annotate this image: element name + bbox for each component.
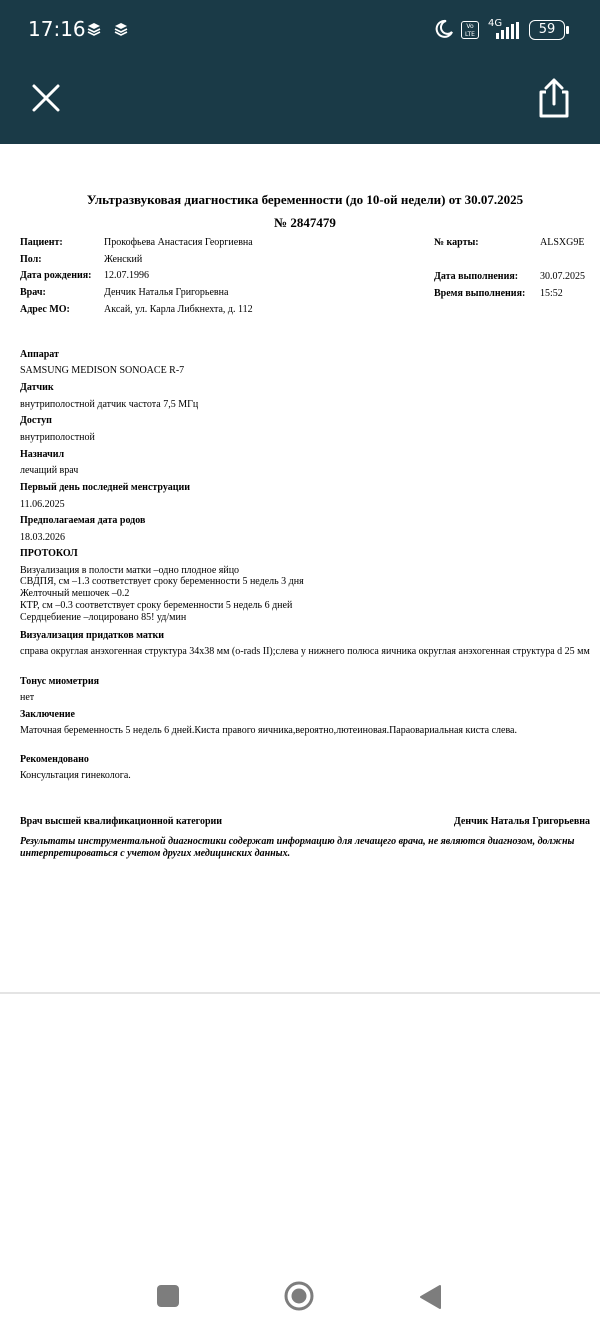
section-text: 11.06.2025 [20,499,65,510]
share-icon[interactable] [533,76,575,120]
signature-name: Денчик Наталья Григорьевна [453,816,590,827]
appendages-text: справа округлая анэхогенная структура 34х38 мм (o-rads II);слева у нижнего полюса яичника округлая анэхогенная структура d 25 мм [20,646,590,657]
signature-position: Врач высшей квалификационной категории [20,816,223,827]
card-value: ALSXG9E [540,237,585,248]
section-text: внутриполостной [20,432,95,443]
app-header [0,0,600,144]
do-not-disturb-moon-icon [434,19,454,39]
protocol-heading: ПРОТОКОЛ [20,548,78,559]
dob-label: Дата рождения: [20,270,92,281]
layers-icon [114,22,128,36]
recent-apps-button[interactable] [157,1285,179,1307]
section-heading: Доступ [20,415,52,426]
battery-terminal [566,26,569,34]
signal-strength-icon [486,22,522,40]
section-text: внутриполостной датчик частота 7,5 МГц [20,399,199,410]
tonus-heading: Тонус миометрия [20,676,100,687]
section-heading: Первый день последней менструации [20,482,190,493]
patient-label: Пациент: [20,237,63,248]
document-title: Ультразвуковая диагностика беременности (до 10-ой недели) от 30.07.2025 [86,192,524,207]
protocol-line: Сердцебиение –лоцировано 85! уд/мин [20,612,187,623]
appendages-heading: Визуализация придатков матки [20,630,165,641]
disclaimer: Результаты инструментальной диагностики содержат информацию для лечащего врача, не являются диагнозом, должны интерпретироваться с учетом других медицинских данных. [20,836,575,859]
network-type: 4G [488,18,503,29]
sex-label: Пол: [20,254,42,265]
sex-value: Женский [104,254,143,265]
patient-value: Прокофьева Анастасия Георгиевна [104,237,253,248]
recommended-text: Консультация гинеколога. [20,770,131,781]
back-button[interactable] [418,1284,442,1310]
section-heading: Аппарат [20,349,59,360]
section-text: лечащий врач [20,465,79,476]
section-heading: Назначил [20,449,65,460]
recommended-heading: Рекомендовано [20,754,89,765]
status-bar [0,0,600,60]
section-text: SAMSUNG MEDISON SONOACE R-7 [20,365,185,376]
protocol-line: Желточный мешочек –0.2 [20,588,130,599]
exec-time-label: Время выполнения: [434,288,526,299]
doctor-value: Денчик Наталья Григорьевна [104,287,229,298]
conclusion-heading: Заключение [20,709,75,720]
volte-icon: Vo LTE [461,21,479,39]
exec-time-value: 15:52 [540,288,563,299]
address-label: Адрес МО: [20,304,70,315]
tonus-text: нет [20,692,35,703]
status-time: 17:16 [28,17,86,41]
protocol-line: Визуализация в полости матки –одно плодное яйцо [20,565,240,576]
dob-value: 12.07.1996 [104,270,149,281]
card-label: № карты: [434,237,479,248]
document-number: № 2847479 [274,215,336,230]
home-button[interactable] [284,1281,314,1311]
address-value: Аксай, ул. Карла Либкнехта, д. 112 [104,304,253,315]
doctor-label: Врач: [20,287,46,298]
page-divider [0,992,600,994]
section-text: 18.03.2026 [20,532,65,543]
layers-icon [87,22,101,36]
section-heading: Предполагаемая дата родов [20,515,146,526]
battery-indicator: 59 [529,20,565,40]
protocol-line: КТР, см –0.3 соответствует сроку беременности 5 недель 6 дней [20,600,293,611]
section-heading: Датчик [20,382,54,393]
exec-date-label: Дата выполнения: [434,271,519,282]
close-icon[interactable] [28,80,64,116]
conclusion-text: Маточная беременность 5 недель 6 дней.Киста правого яичника,вероятно,лютеиновая.Параовариальная киста слева. [20,725,517,736]
protocol-line: СВДПЯ, см –1.3 соответствует сроку беременности 5 недель 3 дня [20,576,304,587]
exec-date-value: 30.07.2025 [540,271,585,282]
